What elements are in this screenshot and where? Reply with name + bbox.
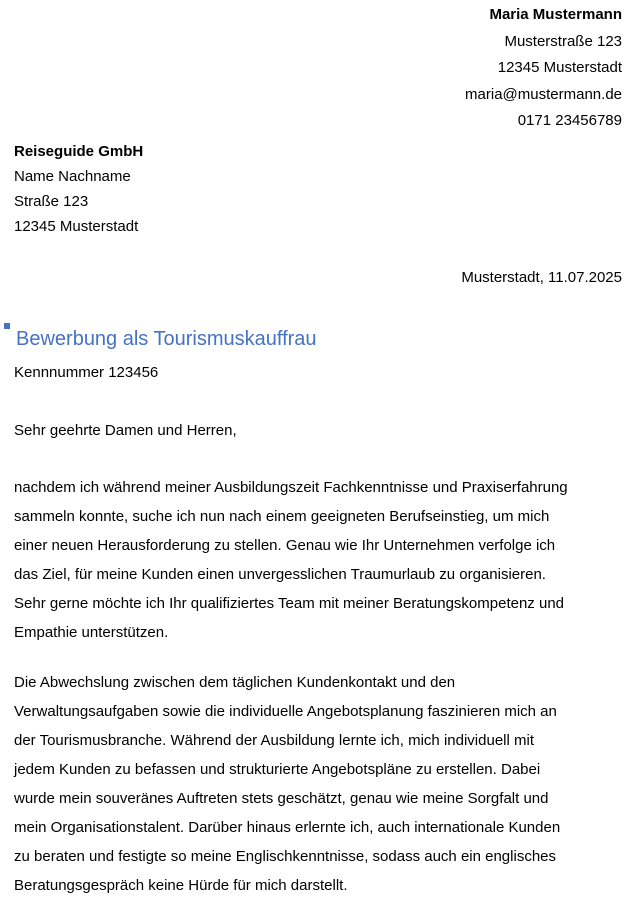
sender-city: 12345 Musterstadt: [497, 59, 622, 76]
recipient-contact: Name Nachname: [14, 168, 131, 185]
body-paragraph-2: [14, 668, 622, 900]
paragraph-line: Sehr gerne möchte ich Ihr qualifiziertes Team mit meiner Beratungskompetenz und: [14, 595, 564, 612]
paragraph-line: das Ziel, für meine Kunden einen unvergesslichen Traumurlaub zu organisieren.: [14, 566, 546, 583]
paragraph-line: Beratungsgespräch keine Hürde für mich darstellt.: [14, 877, 348, 894]
sender-address: [465, 2, 622, 135]
paragraph-line: wurde mein souveränes Auftreten stets geschätzt, genau wie meine Sorgfalt und: [14, 790, 549, 807]
recipient-company: Reiseguide GmbH: [14, 143, 144, 160]
reference-number: Kennnummer 123456: [14, 364, 159, 381]
paragraph-line: der Tourismusbranche. Während der Ausbildung lernte ich, mich individuell mit: [14, 732, 534, 749]
paragraph-marker: [4, 323, 10, 329]
sender-street: Musterstraße 123: [504, 32, 622, 50]
letter-subject: Bewerbung als Tourismuskauffrau: [16, 328, 317, 350]
paragraph-line: sammeln konnte, suche ich nun nach einem geeigneten Berufseinstieg, um mich: [14, 508, 550, 525]
sender-phone: 0171 23456789: [517, 112, 622, 129]
paragraph-line: einer neuen Herausforderung zu stellen. Genau wie Ihr Unternehmen verfolge ich: [14, 537, 556, 554]
recipient-address: [14, 139, 143, 239]
salutation: Sehr geehrte Damen und Herren,: [14, 422, 237, 439]
body-paragraph-1: [14, 473, 622, 647]
paragraph-line: Verwaltungsaufgaben sowie die individuelle Angebotsplanung faszinieren mich an: [14, 703, 557, 720]
letter-date: Musterstadt, 11.07.2025: [461, 269, 622, 286]
recipient-street: Straße 123: [14, 193, 89, 210]
paragraph-line: Die Abwechslung zwischen dem täglichen Kundenkontakt und den: [14, 674, 456, 691]
paragraph-line: Empathie unterstützen.: [14, 624, 169, 641]
paragraph-line: zu beraten und festigte so meine Englischkenntnisse, sodass auch ein englisches: [14, 848, 556, 865]
sender-name: Maria Mustermann: [489, 6, 622, 23]
paragraph-line: nachdem ich während meiner Ausbildungszeit Fachkenntnisse und Praxiserfahrung: [14, 479, 568, 496]
paragraph-line: jedem Kunden zu befassen und strukturierte Angebotspläne zu erstellen. Dabei: [14, 761, 541, 778]
paragraph-line: mein Organisationstalent. Darüber hinaus erlernte ich, auch internationale Kunden: [14, 819, 561, 836]
sender-email: maria@mustermann.de: [465, 85, 622, 103]
recipient-city: 12345 Musterstadt: [14, 218, 139, 235]
